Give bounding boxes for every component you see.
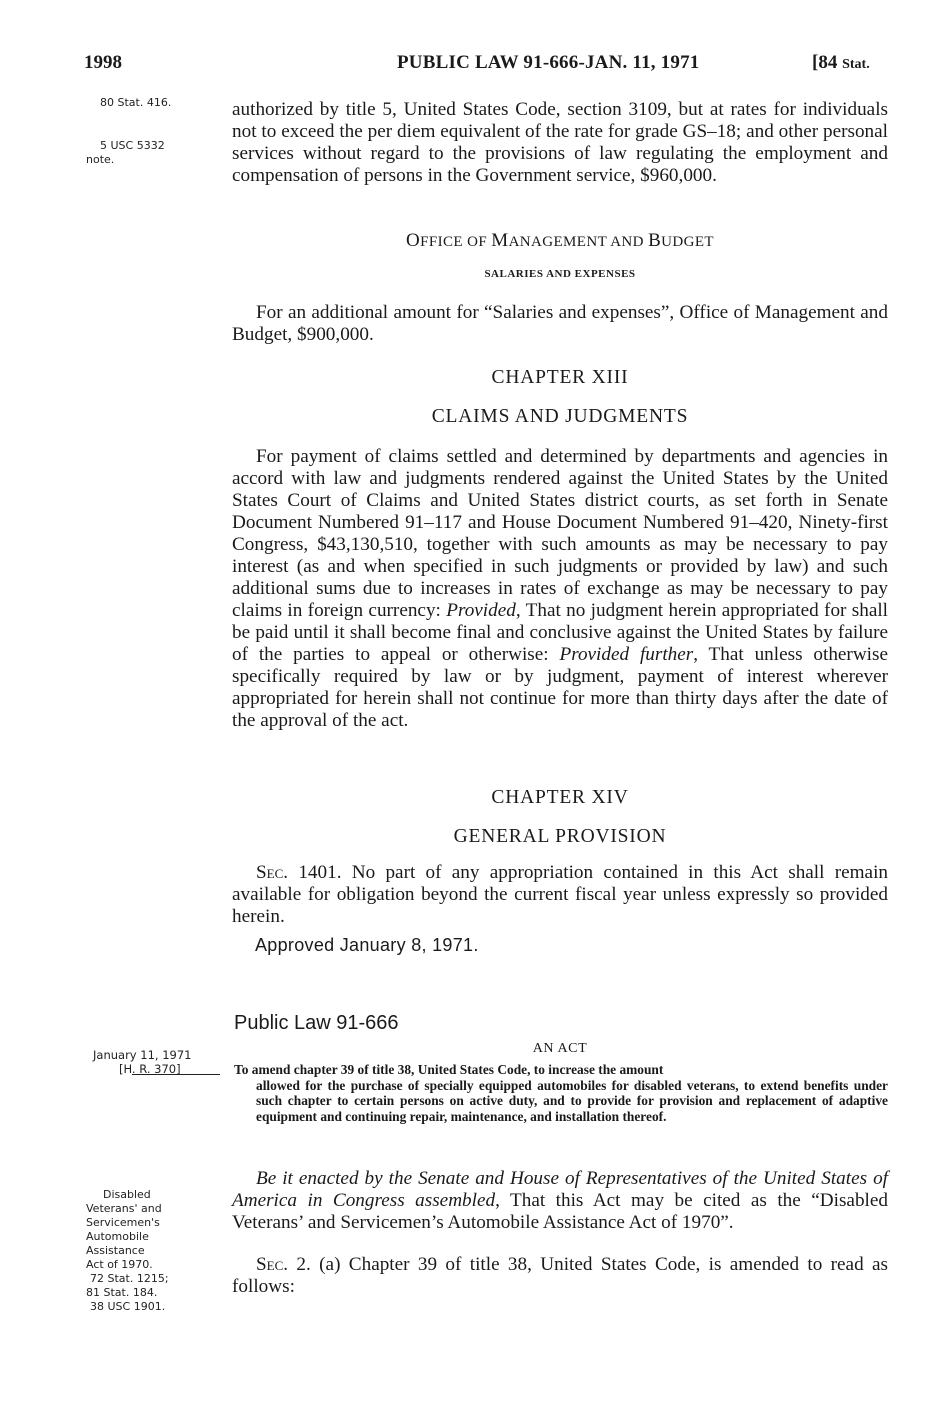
chapter-13-subtitle: CLAIMS AND JUDGMENTS <box>431 406 689 427</box>
enacting-clause-italic: Be it enacted by the Senate and House of Representatives of the United States of America in Congress assembled <box>232 1168 888 1211</box>
omb-rest-1: FFICE OF <box>420 234 492 250</box>
margin-note-usc-2: note. <box>86 153 115 166</box>
section-2-label: Sec. 2. <box>256 1254 311 1275</box>
section-1401-label: Sec. 1401. <box>256 862 342 883</box>
continued-paragraph: authorized by title 5, United States Code, section 3109, but at rates for individuals not to exceed the per diem equivalent of the rate for grade GS–18; and other personal services without regard to the provisions of law regulating the employment and compensation of persons in the Government service, $960,000. <box>232 99 888 186</box>
claims-provided-further: Provided further <box>559 644 694 665</box>
chapter-14-title: CHAPTER XIV <box>491 787 629 808</box>
omb-rest-2: ANAGEMENT AND <box>508 234 649 250</box>
section-2 <box>232 1254 888 1298</box>
citation-line: 81 Stat. 184. <box>86 1286 158 1299</box>
short-title-line: Assistance <box>86 1244 145 1257</box>
enacting-clause <box>232 1168 888 1234</box>
claims-paragraph <box>232 446 888 732</box>
chapter-13-title: CHAPTER XIII <box>491 367 629 388</box>
public-law-title: Public Law 91-666 <box>234 1012 399 1034</box>
volume-suffix: Stat. <box>842 57 870 72</box>
running-header-title: PUBLIC LAW 91-666-JAN. 11, 1971 <box>397 52 700 73</box>
margin-rule <box>132 1074 220 1075</box>
enacting-clause-rest: , That this Act may be cited as the “Disabled Veterans’ and Servicemen’s Automobile Assistance Act of 1970”. <box>232 1190 888 1233</box>
margin-note-bill-number: [H. R. 370] <box>119 1062 181 1076</box>
citation-line: 72 Stat. 1215; <box>90 1272 169 1285</box>
citation-line: 38 USC 1901. <box>90 1300 166 1313</box>
page-number: 1998 <box>84 52 122 73</box>
section-1401-text: No part of any appropriation contained in this Act shall remain available for obligation beyond the current fiscal year unless expressly so provided herein. <box>232 862 888 927</box>
omb-cap-2: M <box>491 230 509 251</box>
margin-note-short-title <box>86 1188 169 1314</box>
short-title-line: Disabled <box>103 1188 151 1201</box>
omb-heading <box>232 230 888 252</box>
omb-rest-3: UDGET <box>661 234 714 250</box>
omb-cap-3: B <box>648 230 662 251</box>
margin-note-stat: 80 Stat. 416. <box>100 96 172 109</box>
approved-date: Approved January 8, 1971. <box>255 935 479 955</box>
short-title-line: Veterans' and <box>86 1202 162 1215</box>
volume-reference <box>812 52 870 74</box>
salaries-heading: SALARIES AND EXPENSES <box>484 268 636 280</box>
margin-note-usc-1: 5 USC 5332 <box>100 139 165 152</box>
claims-text-1: For payment of claims settled and determined by departments and agencies in accord with law and judgments rendered against the United States by the United States Court of Claims and United States district courts, as set forth in Senate Document Numbered 91–117 and House Document Numbered 91–420, Ninety-first Congress, $43,130,510, together with such amounts as may be necessary to pay interest (as and when specified in such judgments or provided by law) and such additional sums due to increases in rates of exchange as may be necessary to pay claims in foreign currency: <box>232 446 888 621</box>
chapter-14-subtitle: GENERAL PROVISION <box>453 826 667 847</box>
act-purpose-continued: allowed for the purchase of specially equipped automobiles for disabled veterans, to extend benefits under such chapter to certain persons on active duty, and to provide for provision and replacement of adaptive equipment and continuing repair, maintenance, and installation thereof. <box>256 1077 888 1124</box>
act-purpose <box>234 1062 888 1124</box>
short-title-line: Automobile <box>86 1230 149 1243</box>
act-purpose-first-line: To amend chapter 39 of title 38, United States Code, to increase the amount <box>234 1062 664 1077</box>
section-1401 <box>232 862 888 928</box>
section-2-text: (a) Chapter 39 of title 38, United States Code, is amended to read as follows: <box>232 1254 888 1297</box>
an-act-heading: AN ACT <box>532 1041 588 1056</box>
claims-provided: Provided <box>446 600 516 621</box>
margin-note-act-date: January 11, 1971 <box>93 1048 192 1062</box>
volume-prefix: [84 <box>812 52 843 73</box>
omb-cap-1: O <box>406 230 421 251</box>
short-title-line: Act of 1970. <box>86 1258 153 1271</box>
claims-text-2: , That no judgment herein appropriated for shall be paid until it shall become final and conclusive against the United States by failure of the parties to appeal or otherwise: <box>232 600 888 665</box>
short-title-line: Servicemen's <box>86 1216 160 1229</box>
claims-text-3: , That unless otherwise specifically required by law or by judgment, payment of interest wherever appropriated for herein shall not continue for more than thirty days after the date of the approval of the act. <box>232 644 888 731</box>
omb-paragraph: For an additional amount for “Salaries and expenses”, Office of Management and Budget, $900,000. <box>232 302 888 345</box>
